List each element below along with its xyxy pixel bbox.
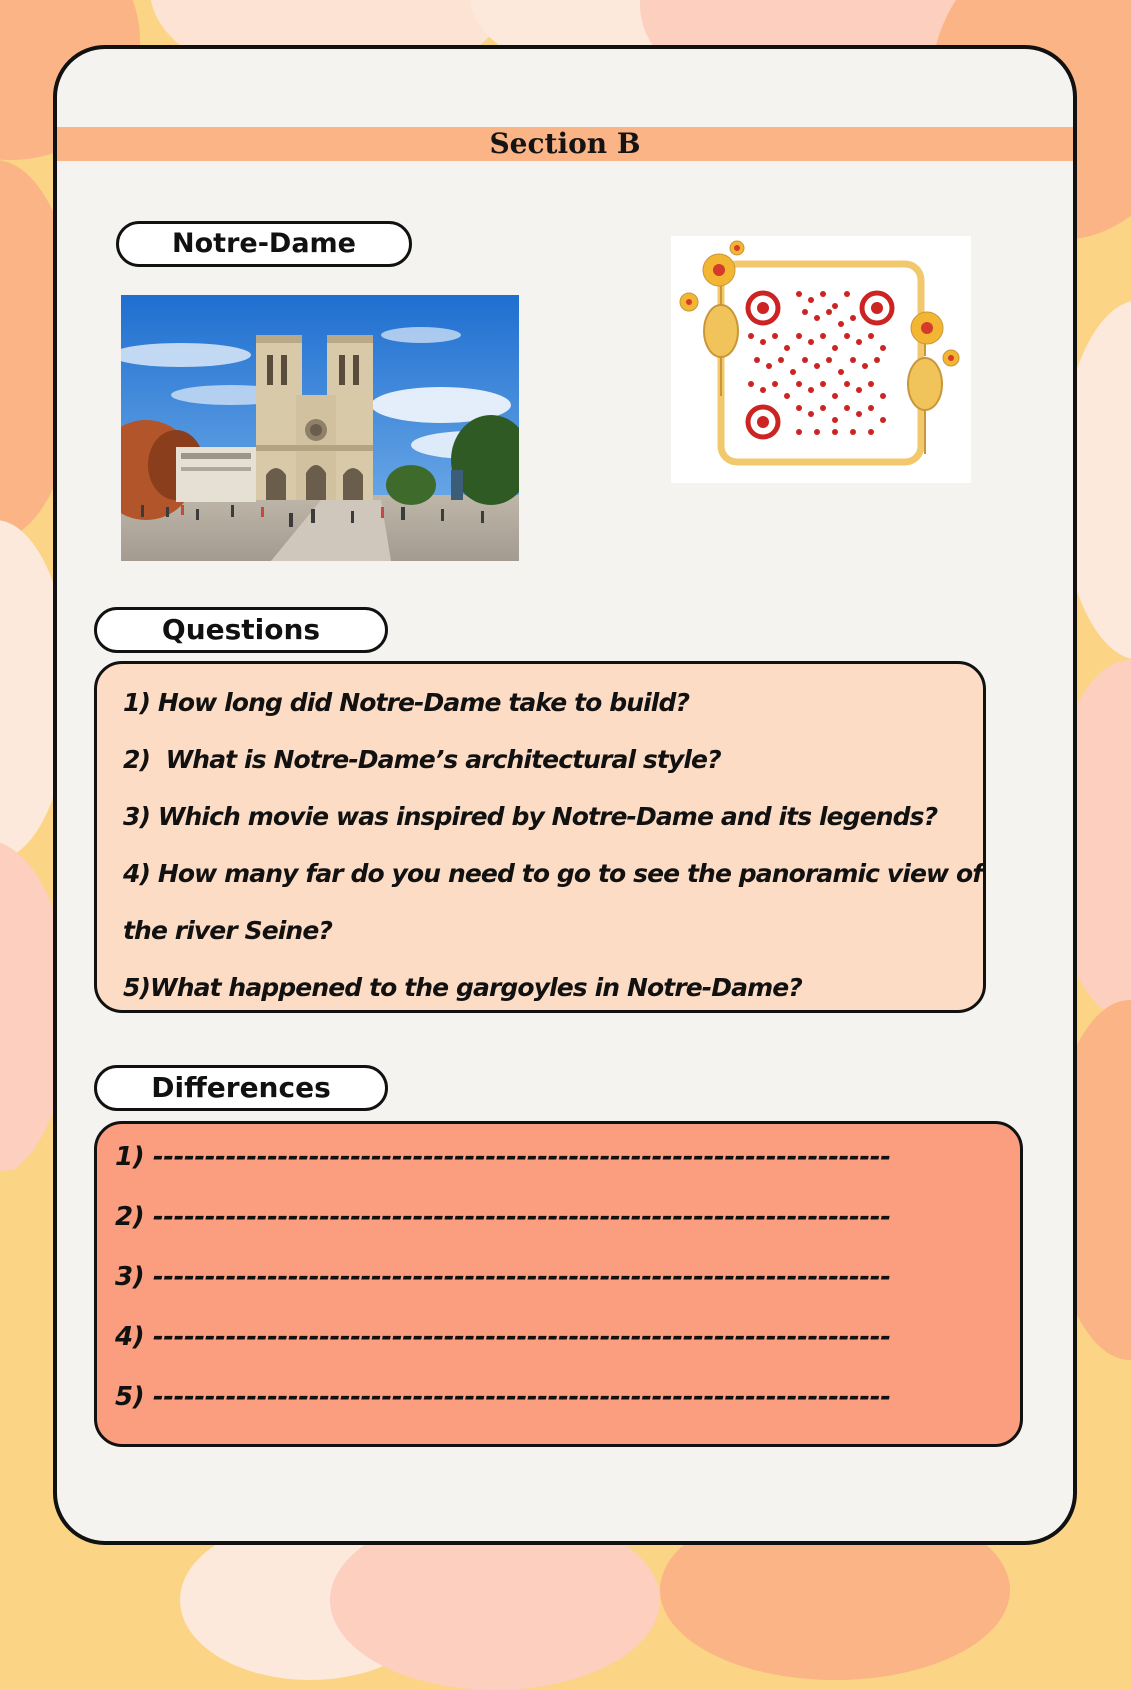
- differences-box: [94, 1121, 1023, 1447]
- question-3: 3) Which movie was inspired by Notre-Dame and its legends?: [123, 802, 938, 831]
- landmark-name-pill: Notre-Dame: [116, 221, 412, 267]
- question-2: 2) What is Notre-Dame’s architectural style?: [123, 745, 721, 774]
- question-5: 5)What happened to the gargoyles in Notre-Dame?: [123, 973, 802, 1002]
- section-title: Section B: [57, 127, 1073, 161]
- difference-line-3[interactable]: 3) -----------------------------------------------------------------------: [115, 1262, 891, 1292]
- questions-heading: Questions: [94, 607, 388, 653]
- qr-code[interactable]: [671, 236, 971, 483]
- difference-line-1[interactable]: 1) -----------------------------------------------------------------------: [115, 1142, 891, 1172]
- differences-heading: Differences: [94, 1065, 388, 1111]
- difference-line-4[interactable]: 4) -----------------------------------------------------------------------: [115, 1322, 891, 1352]
- question-1: 1) How long did Notre-Dame take to build?: [123, 688, 690, 717]
- worksheet-card: [53, 45, 1077, 1545]
- difference-line-5[interactable]: 5) -----------------------------------------------------------------------: [115, 1382, 891, 1412]
- difference-line-2[interactable]: 2) -----------------------------------------------------------------------: [115, 1202, 891, 1232]
- questions-box: [94, 661, 986, 1013]
- notre-dame-photo: [121, 295, 519, 561]
- question-4: 4) How many far do you need to go to see the panoramic view of: [123, 859, 983, 888]
- questions-list: [123, 674, 983, 1016]
- question-4-continued: the river Seine?: [123, 916, 332, 945]
